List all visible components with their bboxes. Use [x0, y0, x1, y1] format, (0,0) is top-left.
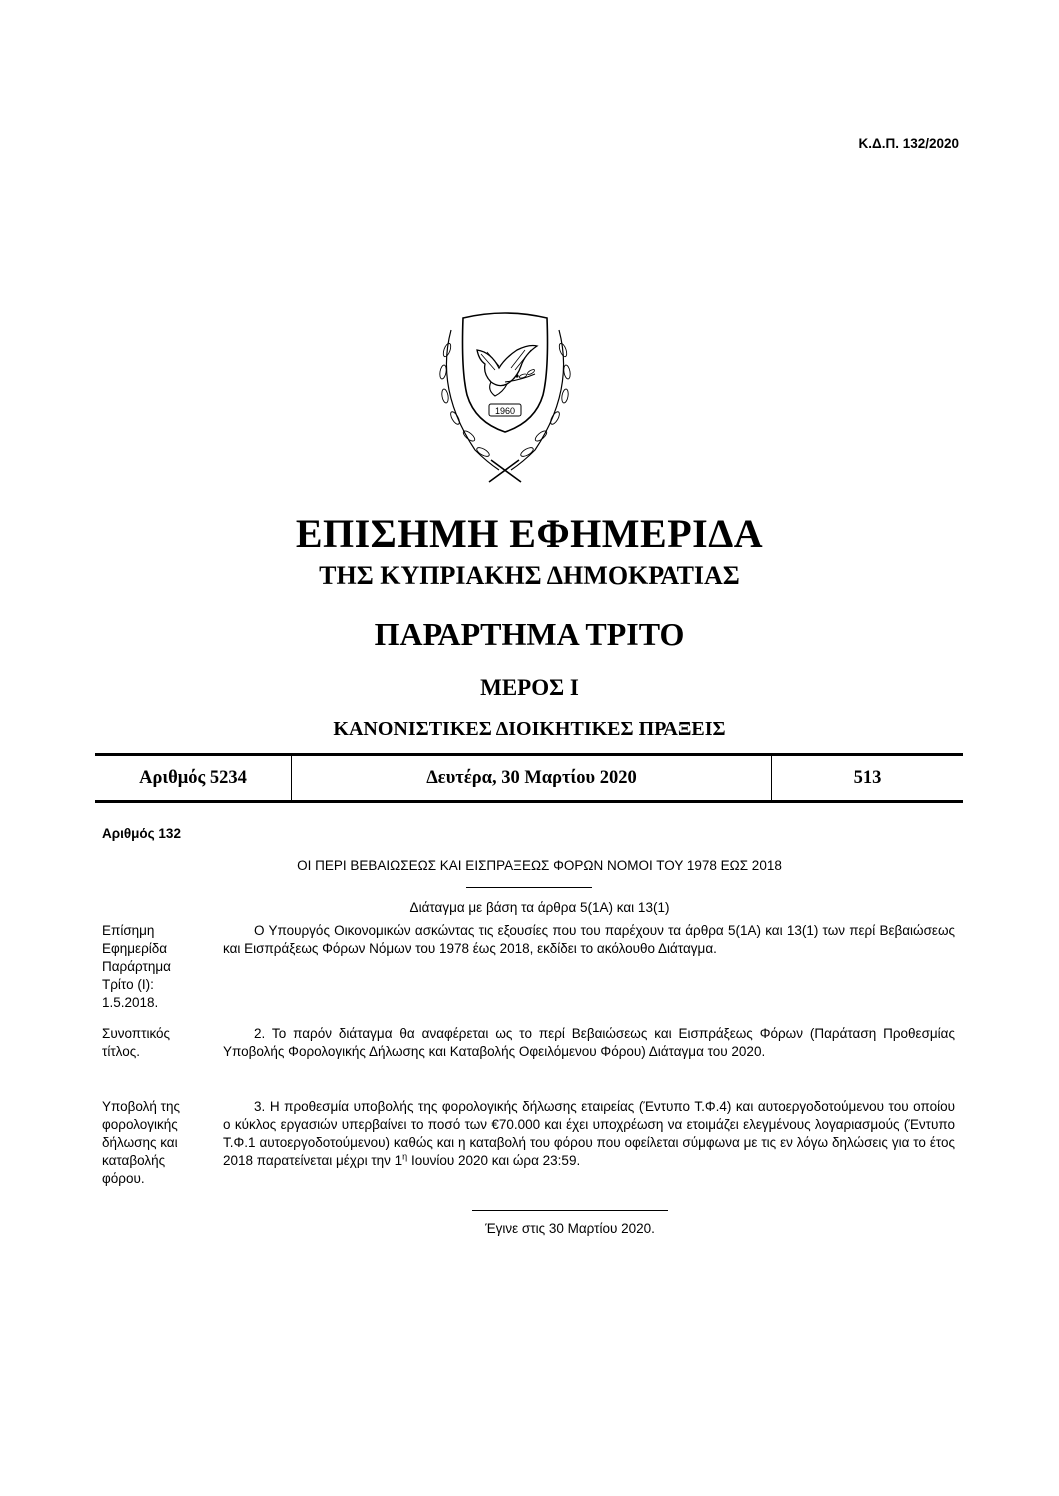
- divider: [472, 1210, 668, 1211]
- cyprus-coat-of-arms-icon: [425, 310, 585, 490]
- law-title: ΟΙ ΠΕΡΙ ΒΕΒΑΙΩΣΕΩΣ ΚΑΙ ΕΙΣΠΡΑΞΕΩΣ ΦΟΡΩΝ ΝΟΜΟΙ ΤΟΥ 1978 ΕΩΣ 2018: [297, 858, 782, 873]
- issue-number: Αριθμός 5234: [95, 756, 292, 800]
- margin-note: Υποβολή της φορολογικής δήλωσης και καταβολής φόρου.: [102, 1099, 181, 1186]
- issue-bar: [95, 753, 963, 803]
- decree-basis: Διάταγμα με βάση τα άρθρα 5(1Α) και 13(1): [409, 900, 670, 915]
- paragraph-short-title: 2. Το παρόν διάταγμα θα αναφέρεται ως το περί Βεβαιώσεως και Εισπράξεως Φόρων (Παράταση Προθεσμίας Υποβολής Φορολογικής Δήλωσης και Καταβολής Οφειλόμενου Φόρου) Διάταγμα του 2020.: [223, 1026, 955, 1059]
- emblem-year: 1960: [494, 406, 516, 416]
- page-number: 513: [853, 767, 882, 788]
- gazette-reference: Κ.Δ.Π. 132/2020: [858, 136, 959, 151]
- paragraph-preamble: Ο Υπουργός Οικονομικών ασκώντας τις εξουσίες που του παρέχουν τα άρθρα 5(1Α) και 13(1) των περί Βεβαιώσεως και Εισπράξεως Φόρων Νόμων του 1978 έως 2018, εκδίδει το ακόλουθο Διάταγμα.: [223, 923, 955, 956]
- part-title: ΜΕΡΟΣ Ι: [480, 675, 579, 700]
- margin-note: Συνοπτικός τίτλος.: [102, 1026, 171, 1059]
- divider: [466, 887, 592, 888]
- section-title: ΚΑΝΟΝΙΣΤΙΚΕΣ ΔΙΟΙΚΗΤΙΚΕΣ ΠΡΑΞΕΙΣ: [333, 718, 726, 740]
- paragraph-deadline-extension: 3. Η προθεσμία υποβολής της φορολογικής δήλωσης εταιρείας (Έντυπο Τ.Φ.4) και αυτοεργοδοτούμενου του οποίου ο κύκλος εργασιών υπερβαίνει το ποσό των €70.000 και έχει υποχρέωση να ετοιμάζει ελεγμένους λογαριασμούς (Έντυπο Τ.Φ.1 αυτοεργοδοτούμενου) καθώς και η καταβολή του φόρου που οφείλεται σύμφωνα με τις εν λόγω δηλώσεις για το έτος 2018 παρατείνεται μέχρι την $1^\eta$ Ιουνίου 2020 και ώρα 23:59.: [223, 1099, 955, 1168]
- supplement-title: ΠΑΡΑΡΤΗΜΑ ΤΡΙΤΟ: [374, 616, 685, 652]
- document-number: Αριθμός 132: [102, 826, 181, 841]
- margin-note: Επίσημη Εφημερίδα Παράρτημα Τρίτο (Ι): 1.5.2018.: [102, 923, 171, 1010]
- gazette-title: ΕΠΙΣΗΜΗ ΕΦΗΜΕΡΙΔΑ: [295, 511, 764, 556]
- issue-date: Δευτέρα, 30 Μαρτίου 2020: [292, 756, 772, 800]
- signing-date: Έγινε στις 30 Μαρτίου 2020.: [485, 1221, 655, 1236]
- gazette-subtitle: ΤΗΣ ΚΥΠΡΙΑΚΗΣ ΔΗΜΟΚΡΑΤΙΑΣ: [319, 561, 740, 590]
